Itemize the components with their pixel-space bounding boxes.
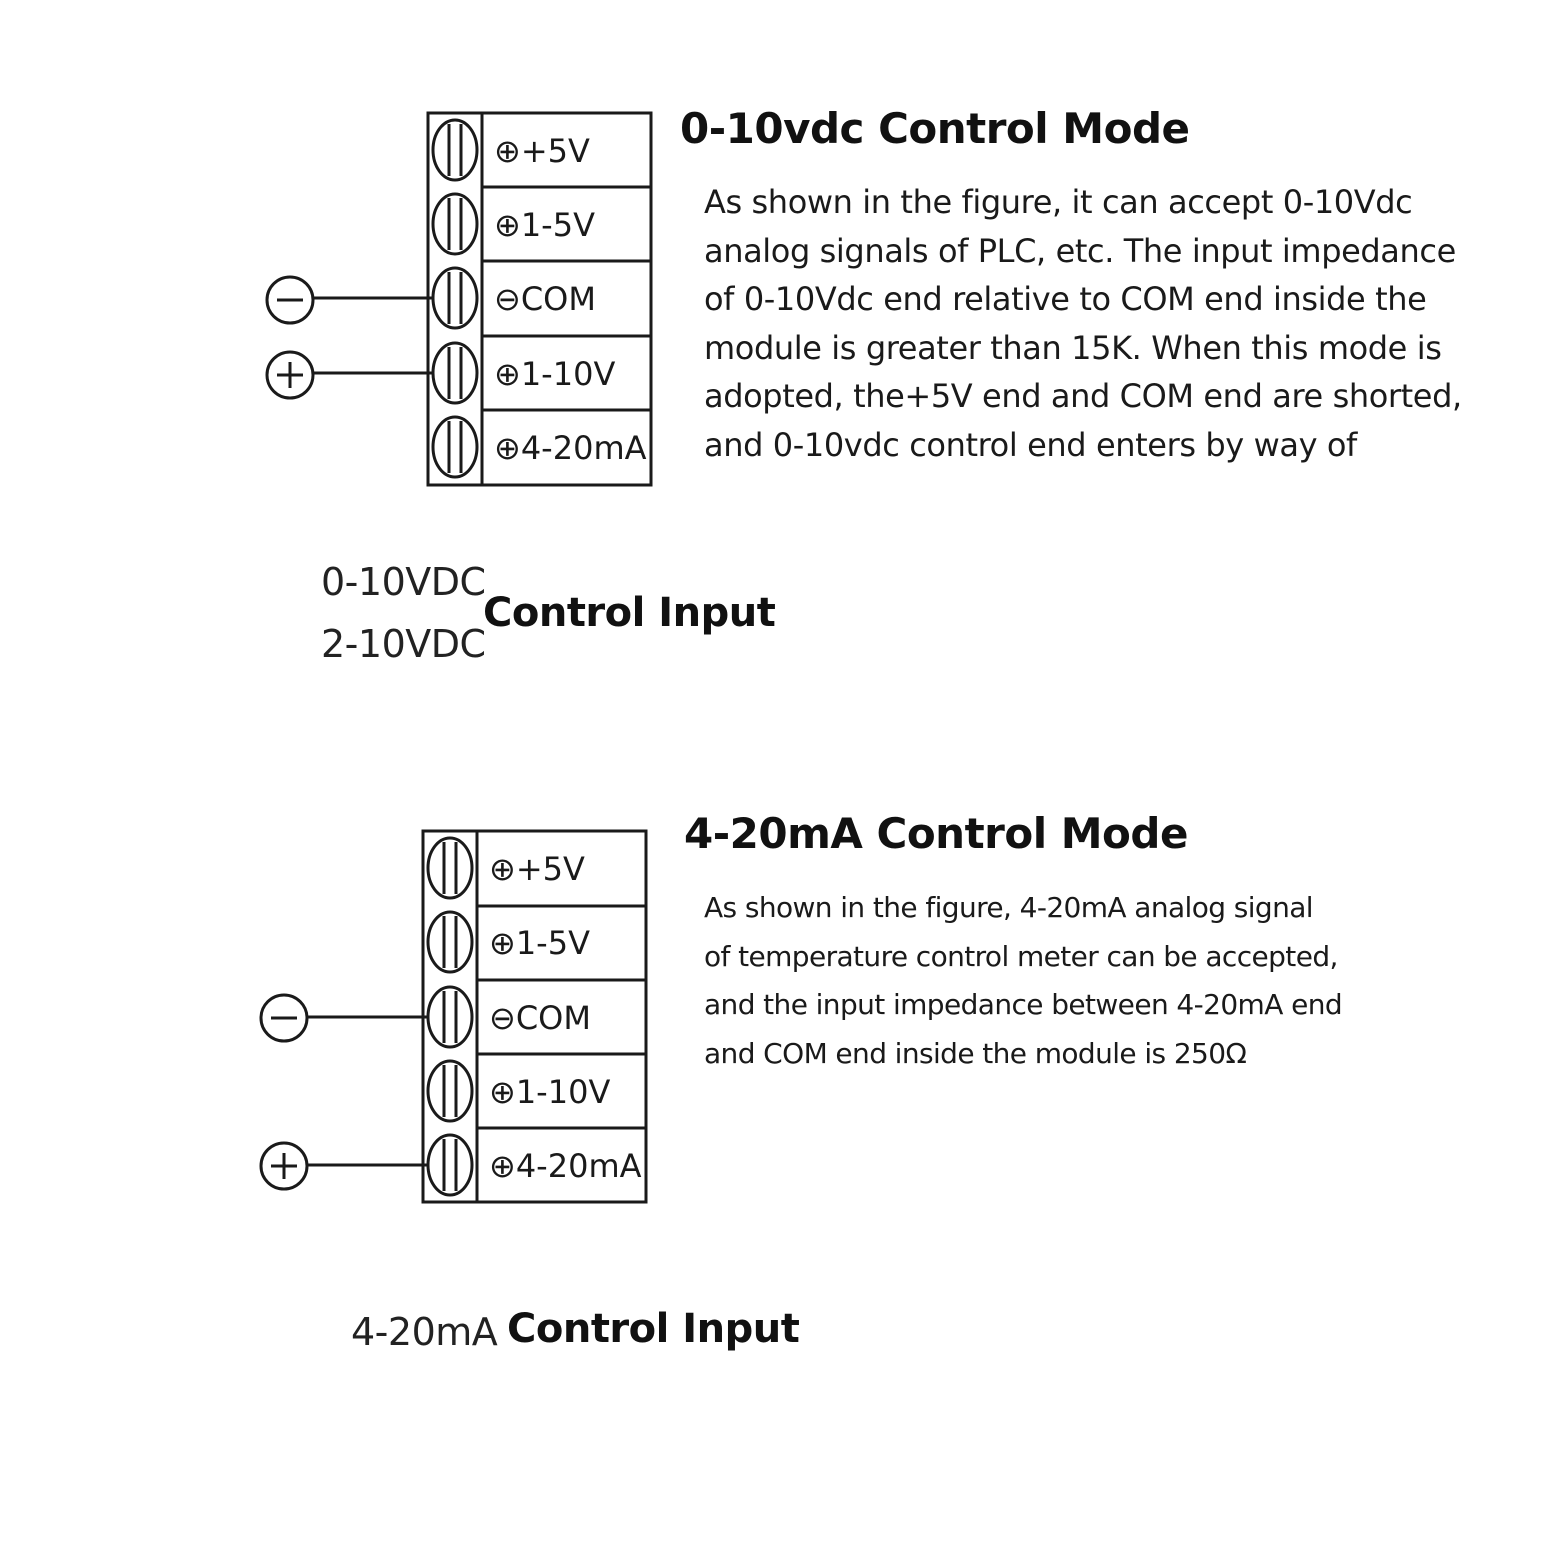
screw-icon [433, 343, 477, 403]
minus-circle-icon [261, 995, 307, 1041]
terminal-label: ⊕1-5V [494, 206, 595, 244]
section-title-4-20ma: 4-20mA Control Mode [684, 809, 1188, 858]
terminal-label: ⊕1-10V [494, 355, 616, 393]
screw-icon [428, 912, 472, 972]
section-title-0-10vdc: 0-10vdc Control Mode [680, 104, 1190, 153]
description-line: As shown in the figure, it can accept 0-10Vdc [704, 183, 1413, 221]
screw-icon [428, 1135, 472, 1195]
description-line: and COM end inside the module is 250Ω [704, 1036, 1247, 1070]
terminal-labels-4-20ma [489, 850, 642, 1185]
caption-0-10vdc: 0-10VDC [321, 560, 486, 604]
description-4-20ma [704, 884, 1342, 1078]
terminal-labels-0-10v [494, 132, 647, 467]
description-line: and 0-10vdc control end enters by way of [704, 425, 1357, 464]
description-line: of temperature control meter can be accepted, [704, 939, 1338, 973]
caption-4-20ma: 4-20mA [351, 1310, 498, 1354]
terminal-label: ⊕1-10V [489, 1073, 611, 1111]
description-line: adopted, the+5V end and COM end are shorted, [704, 377, 1462, 415]
caption-2-10vdc: 2-10VDC [321, 622, 486, 666]
minus-circle-icon [267, 277, 313, 323]
description-line: analog signals of PLC, etc. The input impedance [704, 231, 1456, 270]
description-line: As shown in the figure, 4-20mA analog signal [704, 891, 1313, 924]
plus-circle-icon [267, 352, 313, 398]
description-line: of 0-10Vdc end relative to COM end inside the [704, 280, 1427, 318]
caption-control-input: Control Input [483, 590, 776, 636]
screw-icon [428, 1061, 472, 1121]
description-line: and the input impedance between 4-20mA end [704, 988, 1343, 1021]
description-0-10vdc [704, 178, 1462, 469]
terminal-label: ⊕+5V [489, 850, 585, 888]
caption-control-input-4-20ma: Control Input [507, 1306, 800, 1352]
screw-icon [433, 417, 477, 477]
screw-icon [428, 838, 472, 898]
terminal-label: ⊖COM [494, 280, 596, 318]
terminal-label: ⊕4-20mA [494, 429, 647, 467]
screw-icon [433, 268, 477, 328]
terminal-label: ⊕1-5V [489, 924, 590, 962]
screw-icon [433, 194, 477, 254]
screw-icon [433, 120, 477, 180]
terminal-label: ⊕+5V [494, 132, 590, 170]
plus-circle-icon [261, 1143, 307, 1189]
description-line: module is greater than 15K. When this mode is [704, 328, 1442, 367]
terminal-label: ⊕4-20mA [489, 1147, 642, 1185]
screw-icon [428, 987, 472, 1047]
terminal-label: ⊖COM [489, 999, 591, 1037]
